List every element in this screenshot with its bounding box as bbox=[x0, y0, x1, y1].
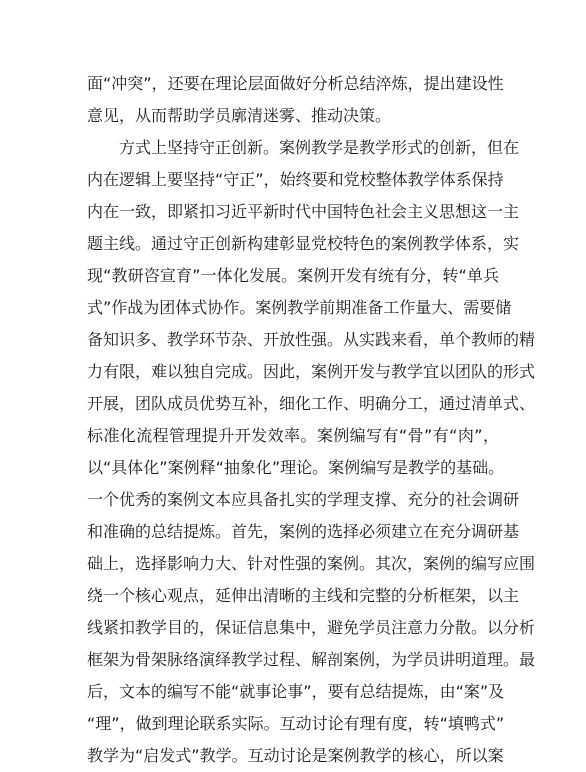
text-line-7: 现“教研咨宣育”一体化发展。案例开发有统有分，转“单兵 bbox=[87, 266, 499, 285]
text-line-11: 开展，团队成员优势互补，细化工作、明确分工，通过清单式、 bbox=[87, 394, 536, 413]
text-line-21: “理”，做到理论联系实际。互动讨论有理有度，转“填鸭式” bbox=[87, 714, 505, 733]
text-line-18: 线紧扣教学目的，保证信息集中，避免学员注意力分散。以分析 bbox=[87, 618, 536, 637]
text-line-9: 备知识多、教学环节杂、开放性强。从实践来看，单个教师的精 bbox=[87, 330, 536, 349]
text-line-14: 一个优秀的案例文本应具备扎实的学理支撑、充分的社会调研 bbox=[87, 490, 520, 509]
text-line-10: 力有限，难以独自完成。因此，案例开发与教学宜以团队的形式 bbox=[87, 362, 536, 381]
body-text bbox=[87, 68, 536, 772]
text-line-22: 教学为“启发式”教学。互动讨论是案例教学的核心，所以案 bbox=[87, 746, 504, 765]
text-line-13: 以“具体化”案例释“抽象化”理论。案例编写是教学的基础。 bbox=[87, 458, 505, 477]
paragraph-start-line: 方式上坚持守正创新。案例教学是教学形式的创新，但在 bbox=[119, 138, 520, 157]
text-line-15: 和准确的总结提炼。首先，案例的选择必须建立在充分调研基 bbox=[87, 522, 520, 541]
text-line-20: 后，文本的编写不能“就事论事”，要有总结提炼，由“案”及 bbox=[87, 682, 505, 701]
text-line-8: 式”作战为团体式协作。案例教学前期准备工作量大、需要储 bbox=[87, 298, 512, 317]
text-line-16: 础上，选择影响力大、针对性强的案例。其次，案例的编写应围 bbox=[87, 554, 536, 573]
text-line-1: 面“冲突”，还要在理论层面做好分析总结淬炼，提出建设性 bbox=[87, 74, 504, 93]
text-line-4: 内在逻辑上要坚持“守正”，始终要和党校整体教学体系保持 bbox=[87, 170, 504, 189]
text-line-2: 意见，从而帮助学员廓清迷雾、推动决策。 bbox=[87, 106, 392, 125]
text-line-5: 内在一致，即紧扣习近平新时代中国特色社会主义思想这一主 bbox=[87, 202, 520, 221]
text-line-12: 标准化流程管理提升开发效率。案例编写有“骨”有“肉”， bbox=[87, 426, 499, 445]
text-line-6: 题主线。通过守正创新构建彰显党校特色的案例教学体系，实 bbox=[87, 234, 520, 253]
text-line-19: 框架为骨架脉络演绎教学过程、解剖案例，为学员讲明道理。最 bbox=[87, 650, 536, 669]
text-line-17: 绕一个核心观点，延伸出清晰的主线和完整的分析框架，以主 bbox=[87, 586, 520, 605]
